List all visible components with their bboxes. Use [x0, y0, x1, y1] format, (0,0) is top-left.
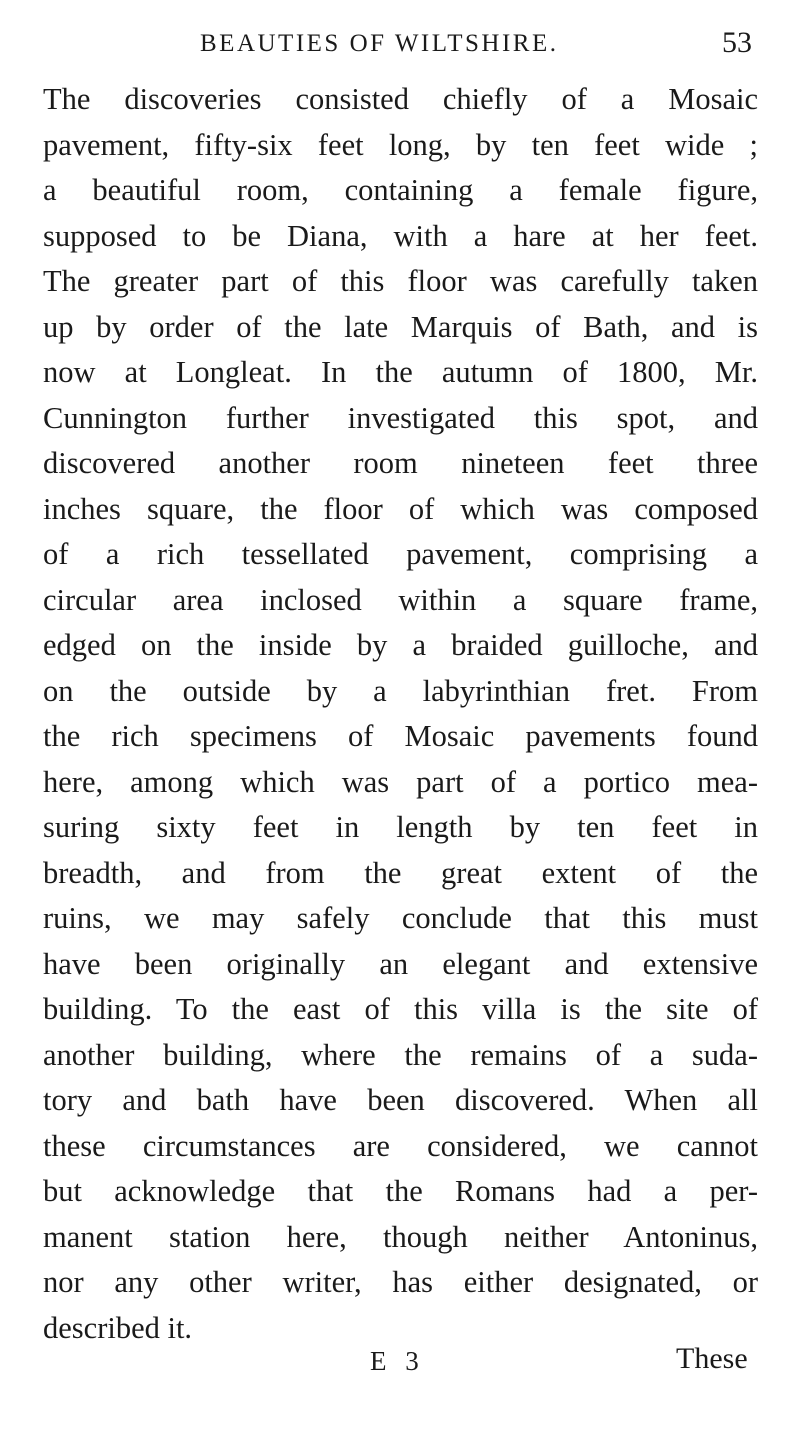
text-line: these circumstances are considered, we cannot	[43, 1128, 758, 1163]
page-footer	[0, 1340, 800, 1390]
page-number: 53	[722, 26, 752, 59]
text-line: a beautiful room, containing a female figure,	[43, 173, 758, 207]
body-text	[43, 77, 758, 1351]
text-line: building. To the east of this villa is the site of	[43, 992, 758, 1026]
text-line: supposed to be Diana, with a hare at her feet.	[43, 218, 758, 253]
text-line: the rich specimens of Mosaic pavements found	[43, 719, 758, 753]
text-line: inches square, the floor of which was composed	[43, 491, 758, 526]
text-line: have been originally an elegant and extensive	[43, 946, 758, 981]
text-line: suring sixty feet in length by ten feet in	[43, 810, 758, 844]
text-line: of a rich tessellated pavement, comprising a	[43, 537, 758, 571]
text-line: edged on the inside by a braided guilloche, and	[43, 628, 758, 662]
text-line: pavement, fifty-six feet long, by ten feet wide ;	[43, 127, 758, 162]
text-line: Cunnington further investigated this spot, and	[43, 400, 758, 435]
text-line: The greater part of this floor was carefully taken	[43, 264, 758, 298]
running-head	[0, 26, 800, 66]
text-line: but acknowledge that the Romans had a per-	[43, 1174, 758, 1208]
signature-mark: E 3	[370, 1346, 425, 1376]
catchword: These	[676, 1342, 748, 1375]
text-line: here, among which was part of a portico mea-	[43, 764, 758, 799]
text-line: ruins, we may safely conclude that this must	[43, 901, 758, 935]
text-line: another building, where the remains of a suda-	[43, 1037, 758, 1072]
text-line: on the outside by a labyrinthian fret. From	[43, 673, 758, 708]
text-line: tory and bath have been discovered. When all	[43, 1083, 758, 1117]
text-line: manent station here, though neither Antoninus,	[43, 1219, 758, 1254]
text-line: The discoveries consisted chiefly of a Mosaic	[43, 82, 758, 116]
running-title: BEAUTIES OF WILTSHIRE.	[200, 30, 559, 57]
text-line: up by order of the late Marquis of Bath, and is	[43, 309, 758, 344]
text-line: breadth, and from the great extent of the	[43, 855, 758, 890]
text-line: now at Longleat. In the autumn of 1800, Mr.	[43, 355, 758, 389]
text-line: discovered another room nineteen feet three	[43, 446, 758, 480]
text-line-last: described it.	[43, 1310, 193, 1345]
text-line: circular area inclosed within a square frame,	[43, 582, 758, 617]
text-line: nor any other writer, has either designated, or	[43, 1265, 758, 1299]
